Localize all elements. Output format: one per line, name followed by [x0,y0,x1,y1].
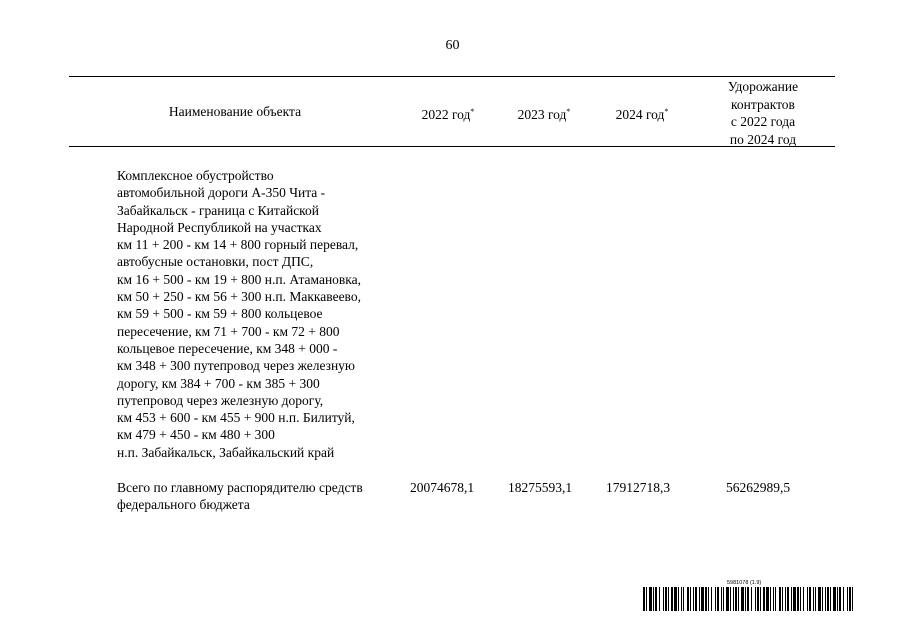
barcode-bar [833,587,836,611]
header-increase-line: с 2022 года [730,114,796,129]
header-increase-line: по 2024 год [729,131,797,147]
barcode-bar [690,587,691,611]
barcode-bar [745,587,746,611]
header-2023-text: 2023 год [517,107,567,122]
header-increase-line: Удорожание [727,79,799,94]
barcode-bar [787,587,789,611]
barcode-bar [708,587,709,611]
barcode-bar [797,587,799,611]
barcode-bar [687,587,689,611]
header-2024 [592,104,692,122]
barcode-bar [741,587,744,611]
barcode-bar [683,587,684,611]
barcode-bar [643,587,645,611]
barcode-bar [717,587,719,611]
barcode-bar [693,587,694,611]
barcode-bar [822,587,823,611]
header-2023 [494,104,594,122]
barcode-bar [818,587,821,611]
footnote-mark: * [566,107,571,116]
barcode-bar [830,587,831,611]
barcode-bar [827,587,829,611]
barcode-bar [793,587,796,611]
barcode-bar [825,587,826,611]
barcode-bar [766,587,769,611]
barcode-bar [701,587,704,611]
header-name-text: Наименование объекта [168,104,302,119]
total-2024: 17912718,3 [606,480,671,495]
barcode-bar [671,587,673,611]
barcode-bar [726,587,729,611]
barcode [643,587,855,611]
barcode-bar [800,587,801,611]
barcode-bar [813,587,814,611]
barcode-bar [849,587,851,611]
barcode-bar [721,587,722,611]
table-top-rule [69,76,835,77]
header-increase-line: контрактов [731,96,795,112]
barcode-bar [751,587,752,611]
barcode-bar [755,587,756,611]
barcode-bar [655,587,657,611]
barcode-bar [763,587,765,611]
barcode-bar [809,587,811,611]
barcode-bar [711,587,712,611]
barcode-bar [653,587,654,611]
barcode-label: 5981078 (1.9) [727,580,762,586]
table-header-rule [69,146,835,147]
barcode-bar [738,587,739,611]
barcode-bar [723,587,724,611]
object-name: Комплексное обустройство автомобильной дороги А-350 Чита - Забайкальск - граница с Китайской Народной Республикой на участках км 11 + 200 - км 14 + 800 горный перевал, автобусные остановки, пост ДПС, км 16 + 500 - км 19 + 800 н.п. Атамановка, км 50 + 250 - км 56 + 300 н.п. Маккавеево, км 59 + 500 - км 59 + 800 кольцевое пересечение, км 71 + 700 - км 72 + 800 кольцевое пересечение, км 348 + 000 - км 348 + 300 путепровод через железную дорогу, км 384 + 700 - км 385 + 300 путепровод через железную дорогу, км 453 + 600 - км 455 + 900 н.п. Билитуй, км 479 + 450 - км 480 + 300 н.п. Забайкальск, Забайкальский край [117,168,362,460]
barcode-bar [782,587,783,611]
header-2022-text: 2022 год [421,107,471,122]
barcode-bar [695,587,697,611]
total-2023: 18275593,1 [508,480,573,495]
barcode-bar [681,587,682,611]
barcode-bar [843,587,844,611]
barcode-bar [715,587,716,611]
barcode-bar [668,587,669,611]
barcode-bar [757,587,759,611]
barcode-bar [678,587,679,611]
barcode-bar [773,587,774,611]
total-increase: 56262989,5 [726,480,791,495]
barcode-bar [699,587,700,611]
barcode-bar [839,587,841,611]
barcode-bar [646,587,647,611]
header-name [130,104,340,119]
barcode-bar [674,587,677,611]
barcode-bar [791,587,792,611]
barcode-bar [665,587,667,611]
barcode-bar [733,587,734,611]
barcode-bar [663,587,664,611]
barcode-bar [705,587,707,611]
barcode-bar [815,587,816,611]
barcode-bar [770,587,771,611]
barcode-bar [779,587,781,611]
barcode-bar [803,587,804,611]
header-increase [700,78,826,148]
barcode-bar [735,587,737,611]
footnote-mark: * [664,107,669,116]
barcode-bar [785,587,786,611]
barcode-bar [747,587,749,611]
barcode-bar [730,587,731,611]
header-2024-text: 2024 год [615,107,665,122]
barcode-bar [760,587,761,611]
barcode-bar [659,587,660,611]
footnote-mark: * [470,107,475,116]
header-2022 [398,104,498,122]
barcode-bar [852,587,853,611]
barcode-bar [649,587,652,611]
total-2022: 20074678,1 [410,480,475,495]
barcode-bar [837,587,838,611]
total-label: Всего по главному распорядителю средств федерального бюджета [117,480,363,513]
page-number: 60 [445,38,460,53]
barcode-bar [775,587,776,611]
barcode-bar [807,587,808,611]
barcode-bar [847,587,848,611]
